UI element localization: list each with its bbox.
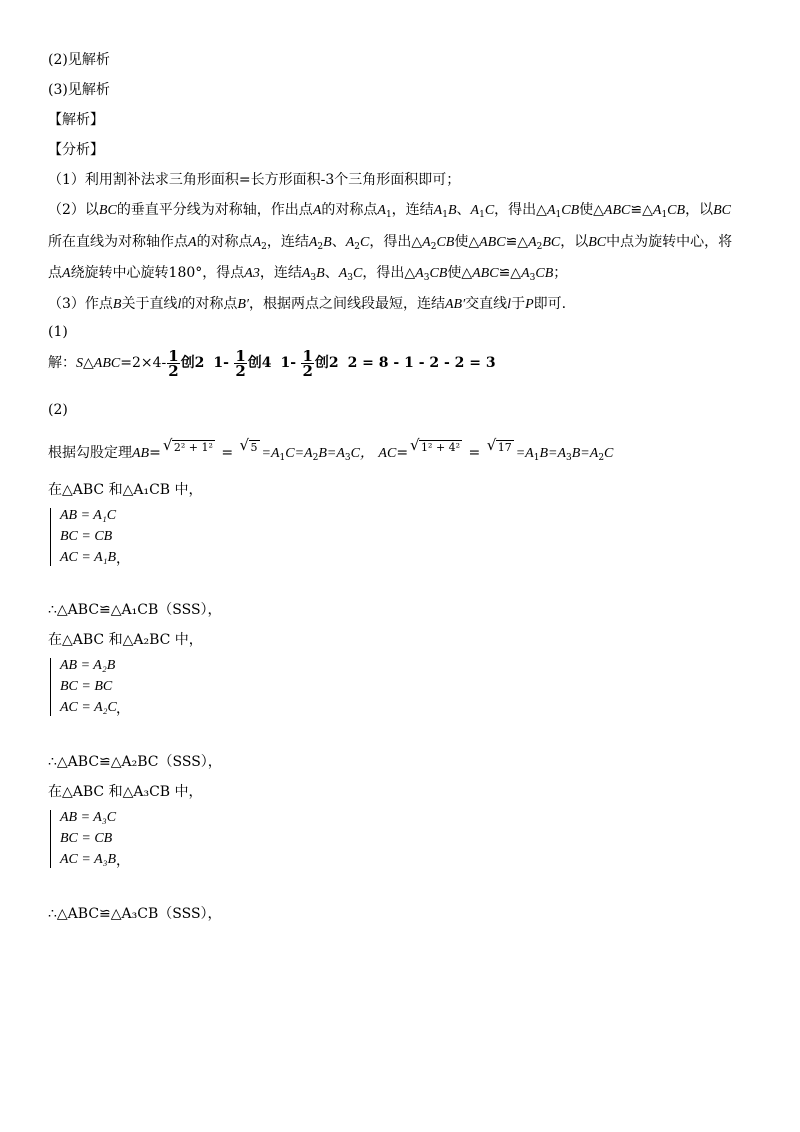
txt: 1 bbox=[661, 210, 668, 220]
txt: 使△ bbox=[447, 265, 473, 281]
txt: ABC bbox=[93, 356, 121, 371]
txt: BC bbox=[713, 203, 731, 218]
txt: 2 bbox=[302, 361, 313, 380]
txt: ； bbox=[553, 265, 568, 281]
analysis-step-3 bbox=[48, 294, 566, 315]
txt: 、 bbox=[324, 265, 339, 281]
fraction-half bbox=[301, 346, 313, 380]
txt: AC bbox=[378, 446, 397, 461]
txt: 1 bbox=[235, 346, 246, 365]
txt: （2）以 bbox=[48, 202, 99, 218]
txt: l bbox=[507, 297, 512, 312]
txt: 绕旋转中心旋转180°，得点 bbox=[70, 265, 245, 281]
answer-part-2 bbox=[48, 50, 110, 70]
txt: ， bbox=[116, 853, 130, 869]
txt: ABC bbox=[603, 203, 631, 218]
sqrt-expression bbox=[240, 436, 260, 460]
txt: ，得出△ bbox=[369, 234, 423, 250]
txt: 3 bbox=[529, 273, 536, 283]
answer-part-2-text: (2)见解析 bbox=[48, 52, 110, 68]
txt: 1 bbox=[442, 210, 448, 220]
txt: 交直线 bbox=[465, 296, 508, 312]
txt: A bbox=[433, 203, 443, 218]
txt: 1² + 4² bbox=[421, 441, 461, 454]
txt: A bbox=[377, 203, 386, 218]
analysis-heading-text: 【解析】 bbox=[48, 112, 104, 128]
txt: AC = A₃B bbox=[60, 852, 117, 867]
sqrt-expression bbox=[410, 436, 462, 460]
txt: △ bbox=[83, 355, 94, 371]
txt: (2) bbox=[48, 402, 68, 418]
txt: = bbox=[464, 445, 485, 461]
txt: 2 = 8 - 1 - 2 - 2 = 3 bbox=[347, 355, 496, 371]
txt: ，根据两点之间线段最短，连结 bbox=[249, 296, 445, 312]
txt: 所在直线为对称轴作点 bbox=[48, 234, 188, 250]
left-brace-icon bbox=[50, 508, 57, 566]
txt: 2 bbox=[598, 453, 605, 463]
txt: BC bbox=[588, 235, 607, 250]
txt: B′ bbox=[237, 297, 249, 312]
txt: 3 bbox=[423, 273, 430, 283]
txt: 在△ABC 和△A₃CB 中， bbox=[48, 784, 203, 800]
equation-system-3 bbox=[48, 810, 248, 872]
txt: 3 bbox=[566, 453, 572, 463]
congruence-conclusion-1 bbox=[48, 600, 222, 620]
congruence-intro-1 bbox=[48, 480, 203, 500]
area-computation bbox=[48, 348, 496, 379]
txt: =A bbox=[515, 446, 534, 461]
txt: ，得出△ bbox=[362, 265, 416, 281]
txt: 、 bbox=[331, 234, 346, 250]
txt: ，以 bbox=[560, 234, 589, 250]
txt: A bbox=[301, 266, 311, 281]
txt: ABC bbox=[479, 235, 506, 250]
txt: =2×4- bbox=[120, 355, 167, 371]
txt: C=A bbox=[285, 446, 313, 461]
txt: 1 bbox=[168, 346, 179, 365]
sqrt-sign-icon: √ bbox=[486, 436, 497, 454]
txt: ABC bbox=[472, 266, 499, 281]
txt: B=A bbox=[318, 446, 345, 461]
txt: C bbox=[353, 266, 363, 281]
sqrt-sign-icon: √ bbox=[162, 436, 173, 454]
txt: ∴△ABC≌△A₃CB（SSS）， bbox=[48, 906, 222, 922]
fenxi-heading bbox=[48, 140, 104, 160]
txt: BC = CB bbox=[60, 529, 113, 544]
txt: 1 bbox=[385, 210, 392, 220]
txt: A bbox=[521, 266, 530, 281]
txt: 3 bbox=[310, 273, 317, 283]
txt: C bbox=[604, 446, 614, 461]
congruence-intro-2 bbox=[48, 630, 203, 650]
equation-system-2 bbox=[48, 658, 248, 720]
txt: (1) bbox=[48, 324, 68, 340]
txt: BC = CB bbox=[60, 831, 113, 846]
analysis-step-2-line-3 bbox=[48, 263, 567, 288]
txt: 1- bbox=[213, 355, 229, 371]
txt: AB = A₂B bbox=[60, 658, 116, 673]
txt: A bbox=[308, 235, 318, 250]
txt: A bbox=[188, 235, 197, 250]
txt: （3）作点 bbox=[48, 296, 113, 312]
sqrt-expression bbox=[487, 436, 514, 460]
txt: A3 bbox=[244, 266, 260, 281]
txt: 点 bbox=[48, 265, 62, 281]
txt: ，连结 bbox=[259, 265, 302, 281]
txt: 1- bbox=[280, 355, 297, 371]
txt: A bbox=[422, 235, 431, 250]
txt: = bbox=[396, 445, 409, 461]
txt: 1 bbox=[555, 210, 562, 220]
txt: 使△ bbox=[454, 234, 480, 250]
txt: A bbox=[345, 235, 355, 250]
txt: B bbox=[323, 235, 332, 250]
txt: 17 bbox=[497, 441, 512, 454]
equation-system-1 bbox=[48, 508, 248, 570]
txt: BC bbox=[542, 235, 561, 250]
txt: 的垂直平分线为对称轴，作出点 bbox=[116, 202, 313, 218]
txt: AB′ bbox=[445, 297, 466, 312]
txt: BC = BC bbox=[60, 679, 113, 694]
txt: A bbox=[546, 203, 556, 218]
txt: 3 bbox=[347, 273, 354, 283]
txt: A bbox=[470, 203, 480, 218]
txt: 1 bbox=[279, 453, 286, 463]
txt: 根据勾股定理 bbox=[48, 445, 132, 461]
analysis-step-2-line-1 bbox=[48, 200, 731, 225]
txt: S bbox=[76, 356, 83, 371]
answer-part-3-text: (3)见解析 bbox=[48, 82, 110, 98]
txt: ≌△ bbox=[630, 202, 653, 218]
analysis-step-2-line-2 bbox=[48, 232, 732, 257]
txt: B bbox=[112, 297, 122, 312]
txt: 2 bbox=[168, 361, 179, 380]
txt: A bbox=[652, 203, 662, 218]
txt: ∴△ABC≌△A₂BC（SSS）， bbox=[48, 754, 222, 770]
txt: l bbox=[177, 297, 182, 312]
txt: C bbox=[360, 235, 370, 250]
txt: B=A bbox=[539, 446, 567, 461]
solution-label-1 bbox=[48, 322, 68, 342]
txt: 创2 bbox=[314, 355, 339, 371]
txt: B=A bbox=[571, 446, 599, 461]
txt: AB = A₃C bbox=[60, 810, 117, 825]
analysis-step-1-text: （1）利用割补法求三角形面积=长方形面积-3个三角形面积即可； bbox=[48, 172, 461, 188]
txt: 在△ABC 和△A₁CB 中， bbox=[48, 482, 203, 498]
txt: A bbox=[312, 203, 322, 218]
txt: 的对称点 bbox=[196, 234, 253, 250]
txt: 1 bbox=[479, 210, 485, 220]
txt: 2² + 1² bbox=[173, 441, 213, 454]
fenxi-heading-text: 【分析】 bbox=[48, 142, 104, 158]
txt: A bbox=[415, 266, 424, 281]
congruence-intro-3 bbox=[48, 782, 203, 802]
txt: ∴△ABC≌△A₁CB（SSS）， bbox=[48, 602, 222, 618]
txt: AB bbox=[132, 446, 150, 461]
txt: 的对称点 bbox=[181, 296, 238, 312]
left-brace-icon bbox=[50, 658, 57, 716]
sqrt-sign-icon: √ bbox=[239, 436, 250, 454]
txt: 2 bbox=[235, 361, 246, 380]
txt: 使△ bbox=[579, 202, 604, 218]
txt: 的对称点 bbox=[321, 202, 378, 218]
txt: ， bbox=[116, 701, 130, 717]
txt: ， bbox=[116, 551, 130, 567]
txt: AB = A₁C bbox=[60, 508, 117, 523]
txt: AC = A₁B bbox=[60, 550, 117, 565]
txt: 、 bbox=[456, 202, 471, 218]
analysis-step-1 bbox=[48, 170, 460, 190]
txt: 关于直线 bbox=[121, 296, 178, 312]
txt: 2 bbox=[430, 242, 437, 252]
txt: ，得出△ bbox=[494, 202, 547, 218]
txt: = bbox=[149, 445, 161, 461]
txt: ≌△ bbox=[505, 234, 529, 250]
congruence-conclusion-3 bbox=[48, 904, 222, 924]
fraction-half bbox=[167, 346, 179, 380]
txt: 2 bbox=[317, 242, 324, 252]
txt: ，连结 bbox=[391, 202, 434, 218]
txt: CB bbox=[561, 203, 580, 218]
txt: A bbox=[62, 266, 71, 281]
txt: 2 bbox=[536, 242, 543, 252]
txt: AC = A₂C bbox=[60, 700, 117, 715]
txt: C bbox=[484, 203, 495, 218]
txt: ，以 bbox=[685, 202, 714, 218]
sqrt-sign-icon: √ bbox=[410, 436, 420, 454]
txt: 解： bbox=[48, 355, 76, 371]
pythagoras-line bbox=[48, 436, 613, 470]
txt: 2 bbox=[261, 242, 267, 252]
txt: A bbox=[528, 235, 537, 250]
txt: CB bbox=[436, 235, 455, 250]
txt: 即可. bbox=[533, 296, 567, 312]
fraction-half bbox=[234, 346, 246, 380]
txt: A bbox=[338, 266, 348, 281]
txt: 5 bbox=[250, 441, 258, 454]
txt: 创2 bbox=[180, 355, 205, 371]
txt: 于 bbox=[511, 296, 526, 312]
txt: CB bbox=[667, 203, 686, 218]
txt: 1 bbox=[302, 346, 313, 365]
txt: C， bbox=[350, 446, 374, 461]
congruence-conclusion-2 bbox=[48, 752, 222, 772]
txt: ≌△ bbox=[498, 265, 522, 281]
txt: BC bbox=[98, 203, 117, 218]
solution-label-2 bbox=[48, 400, 68, 420]
txt: =A bbox=[261, 446, 280, 461]
left-brace-icon bbox=[50, 810, 57, 868]
txt: ，连结 bbox=[266, 234, 309, 250]
txt: 创4 bbox=[247, 355, 272, 371]
txt: = bbox=[216, 445, 238, 461]
txt: 3 bbox=[344, 453, 351, 463]
analysis-heading bbox=[48, 110, 104, 130]
txt: B bbox=[316, 266, 325, 281]
txt: 2 bbox=[312, 453, 319, 463]
txt: 在△ABC 和△A₂BC 中， bbox=[48, 632, 203, 648]
answer-part-3 bbox=[48, 80, 110, 100]
sqrt-expression bbox=[163, 436, 215, 460]
txt: 中点为旋转中心，将 bbox=[606, 234, 733, 250]
txt: CB bbox=[535, 266, 554, 281]
txt: 2 bbox=[354, 242, 361, 252]
txt: 1 bbox=[533, 453, 540, 463]
txt: CB bbox=[429, 266, 448, 281]
txt: A bbox=[252, 235, 262, 250]
txt: P bbox=[525, 297, 534, 312]
txt: B bbox=[447, 203, 457, 218]
